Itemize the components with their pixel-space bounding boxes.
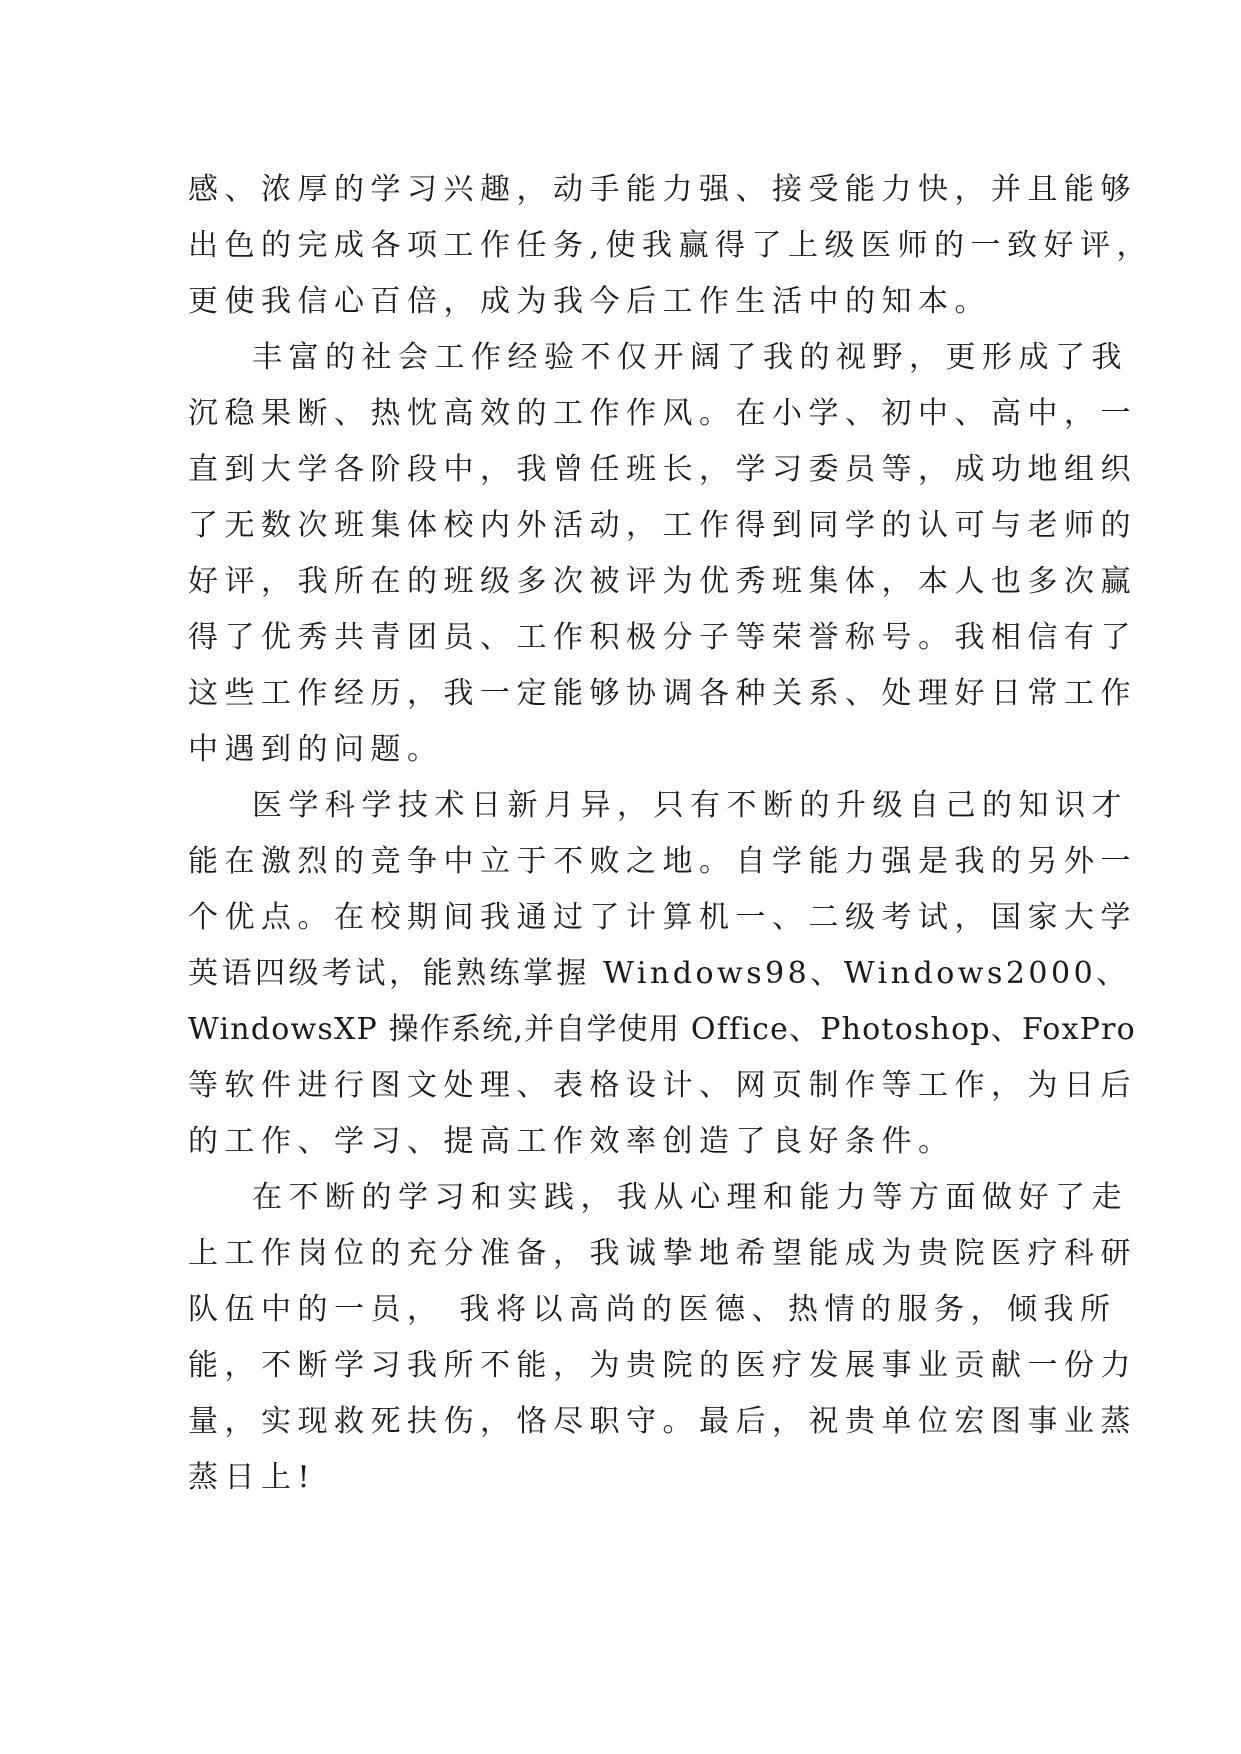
paragraph-first-line: 医学科学技术日新月异，只有不断的升级自己的知识才 [252, 788, 1128, 823]
text-line: 的工作、学习、提高工作效率创造了良好条件。 [188, 1124, 955, 1159]
text-line: 个优点。在校期间我通过了计算机一、二级考试，国家大学 [188, 900, 1137, 935]
text-line: 好评，我所在的班级多次被评为优秀班集体，本人也多次赢 [188, 564, 1137, 599]
text-line: 等软件进行图文处理、表格设计、网页制作等工作，为日后 [188, 1068, 1137, 1103]
text-line: 能，不断学习我所不能，为贵院的医疗发展事业贡献一份力 [188, 1348, 1137, 1383]
text-line: 队伍中的一员， 我将以高尚的医德、热情的服务，倾我所 [188, 1292, 1117, 1327]
text-line: 英语四级考试，能熟练掌握 Windows98、Windows2000、 [188, 956, 1130, 991]
text-line: 直到大学各阶段中，我曾任班长，学习委员等，成功地组织 [188, 452, 1137, 487]
paragraph-first-line: 丰富的社会工作经验不仅开阔了我的视野，更形成了我 [252, 340, 1128, 375]
text-line: 能在激烈的竞争中立于不败之地。自学能力强是我的另外一 [188, 844, 1137, 879]
text-line: 感、浓厚的学习兴趣，动手能力强、接受能力快，并且能够 [188, 172, 1137, 207]
text-line: 了无数次班集体校内外活动，工作得到同学的认可与老师的 [188, 508, 1137, 543]
text-line: 中遇到的问题。 [188, 732, 444, 767]
text-line: 上工作岗位的充分准备，我诚挚地希望能成为贵院医疗科研 [188, 1236, 1137, 1271]
text-line: 沉稳果断、热忱高效的工作作风。在小学、初中、高中，一 [188, 396, 1137, 431]
text-line: 出色的完成各项工作任务,使我赢得了上级医师的一致好评， [188, 228, 1154, 263]
text-line: 量，实现救死扶伤，恪尽职守。最后，祝贵单位宏图事业蒸 [188, 1404, 1137, 1439]
text-line: 蒸日上! [188, 1460, 317, 1495]
text-line: 这些工作经历，我一定能够协调各种关系、处理好日常工作 [188, 676, 1137, 711]
text-line: 得了优秀共青团员、工作积极分子等荣誉称号。我相信有了 [188, 620, 1137, 655]
text-line: 更使我信心百倍，成为我今后工作生活中的知本。 [188, 284, 991, 319]
paragraph-first-line: 在不断的学习和实践，我从心理和能力等方面做好了走 [252, 1180, 1128, 1215]
text-line: WindowsXP 操作系统,并自学使用 Office、Photoshop、FoxPro [188, 1012, 1136, 1047]
